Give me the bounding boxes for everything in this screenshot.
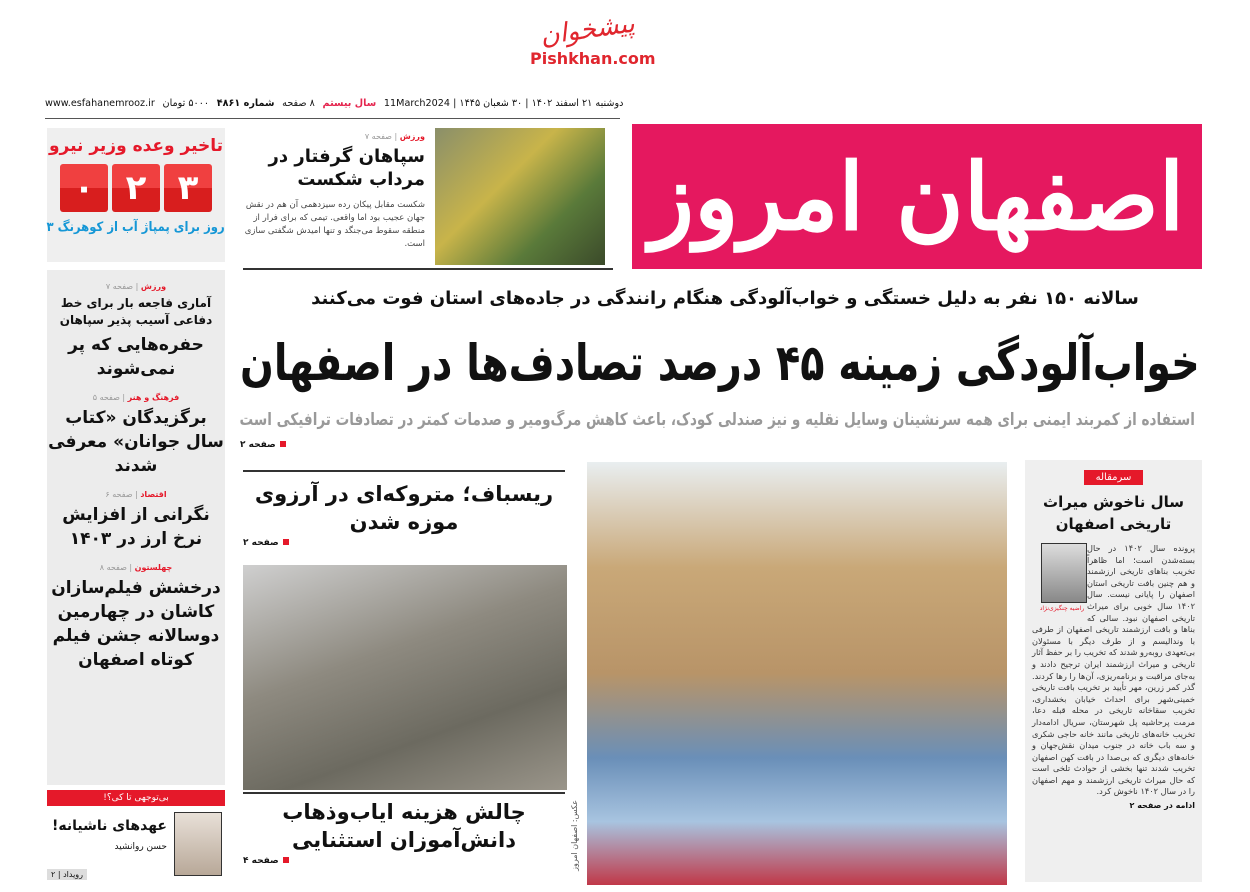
- issue-info-bar: [45, 98, 623, 109]
- continued-ref: ادامه در صفحه ۲: [1129, 801, 1195, 811]
- sidebar-item[interactable]: ورزش | صفحه ۷ آماری فاجعه بار برای خط دفاعی آسیب پذیر سپاهان حفره‌هایی که پر نمی‌شوند: [47, 282, 225, 381]
- editorial-label: سرمقاله: [1084, 470, 1144, 485]
- editorial: [1025, 460, 1202, 882]
- page-ref: صفحه ۴: [243, 856, 565, 866]
- website-link[interactable]: www.esfahanemrooz.ir: [44, 98, 155, 109]
- page-ref: صفحه ۵: [92, 393, 120, 402]
- lead-kicker: سالانه ۱۵۰ نفر به دلیل خستگی و خواب‌آلودگی هنگام رانندگی در جاده‌های استان فوت می‌کنند: [311, 288, 1139, 309]
- sport-story[interactable]: ورزش | صفحه ۷ سپاهان گرفتار در مرداب شکست شکست مقابل پیکان رده سیزدهمی آن هم در نقش جهان عجیب بود اما واقعی. تیمی که برای فرار از منطقه سقوط می‌جنگد و تنها امیدش شگفتی سازی است.: [240, 132, 425, 251]
- watermark-fa: پیشخوان: [538, 8, 637, 52]
- lead-deck: استفاده از کمربند ایمنی برای همه سرنشینان وسایل نقلیه و نیز صندلی کودک، باعث کاهش مرگ‌ومیر و صدمات کمتر در تصادفات ترافیکی است: [239, 410, 1196, 430]
- page-ref: صفحه ۸: [99, 563, 127, 572]
- countdown-title: تاخیر وعده وزیر نیرو: [48, 136, 224, 156]
- masthead-logo: اصفهان امروز: [632, 124, 1202, 269]
- section-label: ورزش: [140, 282, 167, 291]
- page-ref: صفحه ۷: [105, 282, 134, 291]
- section-label: فرهنگ و هنر: [127, 393, 180, 402]
- issue-pages: ۸ صفحه: [281, 98, 315, 109]
- issue-date: دوشنبه ۲۱ اسفند ۱۴۰۲ | ۳۰ شعبان ۱۴۴۵ | 11March2024: [383, 98, 624, 109]
- section-label: ورزش: [399, 132, 425, 141]
- countdown-subtitle: روز برای پمپاژ آب از کوهرنگ ۳: [46, 220, 226, 235]
- sidebar-kicker: آماری فاجعه بار برای خط دفاعی آسیب پذیر سپاهان: [59, 296, 213, 327]
- sidebar-headline[interactable]: نگرانی از افزایش نرخ ارز در ۱۴۰۳: [62, 505, 210, 549]
- editorial-body: پرونده سال ۱۴۰۲ در حال بسته‌شدن است؛ اما ظاهراً تخریب بناهای تاریخی ارزشمند و هم چنین بافت تاریخی استان اصفهان را پایانی نیست. سال ۱۴۰۲ سال خوبی برای میراث تاریخی اصفهان نبود. سالی که بناها و بافت ارزشمند تاریخی اصفهان از طرفی با وندالیسم و از طرف دیگر با مسئولان بی‌تعهدی روبه‌رو شدند که تخریب را بر حفظ آثار تاریخی و میراث ارزشمند ایران ترجیح دادند و به‌جای مراقبت و برنامه‌ریزی، آن‌ها را رها کردند. گذر کمر زرین، مهر تأیید بر تخریب بافت تاریخی خمینی‌شهر برای احداث خیابان بخشداری، تخریب سقاخانه تاریخی در محله قبله دعا، مرمت پرحاشیه پل شهرستان، سریال ادامه‌دار تخریب خانه‌های تاریخی مانند خانه حاجی شکری و سه باب خانه در جنوب میدان نقش‌جهان و خانه‌های دیگری که بی‌صدا در بافت کهن اصفهان تخریب شدند تنها بخشی از حوادث تلخی است که حال میراث تاریخی ارزشمند و مهم اصفهان را در سال ۱۴۰۲ ناخوش کرد.: [1032, 543, 1195, 797]
- counter-digit: ۳: [164, 164, 212, 212]
- divider: [243, 792, 565, 794]
- sidebar-headline[interactable]: برگزیدگان «کتاب سال جوانان» معرفی شدند: [48, 408, 224, 476]
- issue-year: سال بیستم: [322, 98, 376, 109]
- counter-digit: ۲: [112, 164, 160, 212]
- middle-story[interactable]: [243, 798, 565, 866]
- story-headline[interactable]: چالش هزینه ایاب‌وذهاب دانش‌آموزان استثنایی: [282, 800, 526, 852]
- sidebar-item[interactable]: اقتصاد | صفحه ۶ نگرانی از افزایش نرخ ارز در ۱۴۰۳: [47, 490, 225, 551]
- story-headline[interactable]: سپاهان گرفتار در مرداب شکست: [268, 146, 425, 190]
- column-title[interactable]: عهدهای ناشیانه!: [52, 818, 167, 834]
- counter-digit: ۰: [60, 164, 108, 212]
- author-portrait: [1041, 543, 1087, 603]
- sidebar-headline[interactable]: حفره‌هایی که پر نمی‌شوند: [68, 335, 204, 379]
- column-tag: رویداد | ۲: [47, 869, 87, 880]
- countdown-box: [47, 128, 225, 262]
- page-ref: صفحه ۶: [105, 490, 133, 499]
- column-bar: بی‌توجهی تا کی؟!: [47, 790, 225, 806]
- divider: [243, 470, 565, 472]
- sidebar-headline[interactable]: درخشش فیلم‌سازان کاشان در چهارمین دوسالانه جشن فیلم کوتاه اصفهان: [51, 578, 221, 670]
- photo-credit: عکس: اصفهان امروز: [570, 800, 579, 871]
- divider: [45, 118, 620, 119]
- author-portrait: [174, 812, 222, 876]
- editorial-title[interactable]: سال ناخوش میراث تاریخی اصفهان: [1043, 493, 1184, 533]
- issue-number: شماره ۴۸۶۱: [216, 98, 275, 109]
- section-label: اقتصاد: [140, 490, 167, 499]
- sidebar-item[interactable]: چهلستون | صفحه ۸ درخشش فیلم‌سازان کاشان در چهارمین دوسالانه جشن فیلم کوتاه اصفهان: [47, 563, 225, 672]
- section-label: چهلستون: [134, 563, 173, 572]
- page-ref: صفحه ۷: [364, 132, 392, 141]
- lead-page-ref: صفحه ۲: [240, 440, 286, 450]
- watermark-en: Pishkhan.com: [530, 49, 656, 68]
- aerial-factory-photo: [243, 565, 567, 790]
- watermark: [530, 8, 656, 68]
- divider: [243, 268, 613, 270]
- students-event-photo: [587, 462, 1007, 885]
- football-photo: [435, 128, 605, 265]
- sidebar-item[interactable]: فرهنگ و هنر | صفحه ۵ برگزیدگان «کتاب سال جوانان» معرفی شدند: [48, 393, 224, 476]
- issue-price: ۵۰۰۰ تومان: [162, 98, 209, 109]
- lead-headline[interactable]: خواب‌آلودگی زمینه ۴۵ درصد تصادف‌ها در اصفهان: [240, 334, 1200, 392]
- story-summary: شکست مقابل پیکان رده سیزدهمی آن هم در نقش جهان عجیب بود اما واقعی. تیمی که برای فرار از منطقه سقوط می‌جنگد و تنها امیدش شگفتی سازی است.: [244, 200, 425, 249]
- sidebar: [47, 270, 225, 785]
- column-author: حسن روانشید: [114, 842, 167, 852]
- page-ref: صفحه ۲: [243, 538, 565, 548]
- story-headline[interactable]: ریسباف؛ متروکه‌ای در آرزوی موزه شدن: [254, 482, 554, 534]
- editorial-author: راضیه چنگیزی‌نژاد: [1039, 605, 1085, 612]
- opinion-column[interactable]: [47, 790, 225, 882]
- middle-story[interactable]: [243, 480, 565, 548]
